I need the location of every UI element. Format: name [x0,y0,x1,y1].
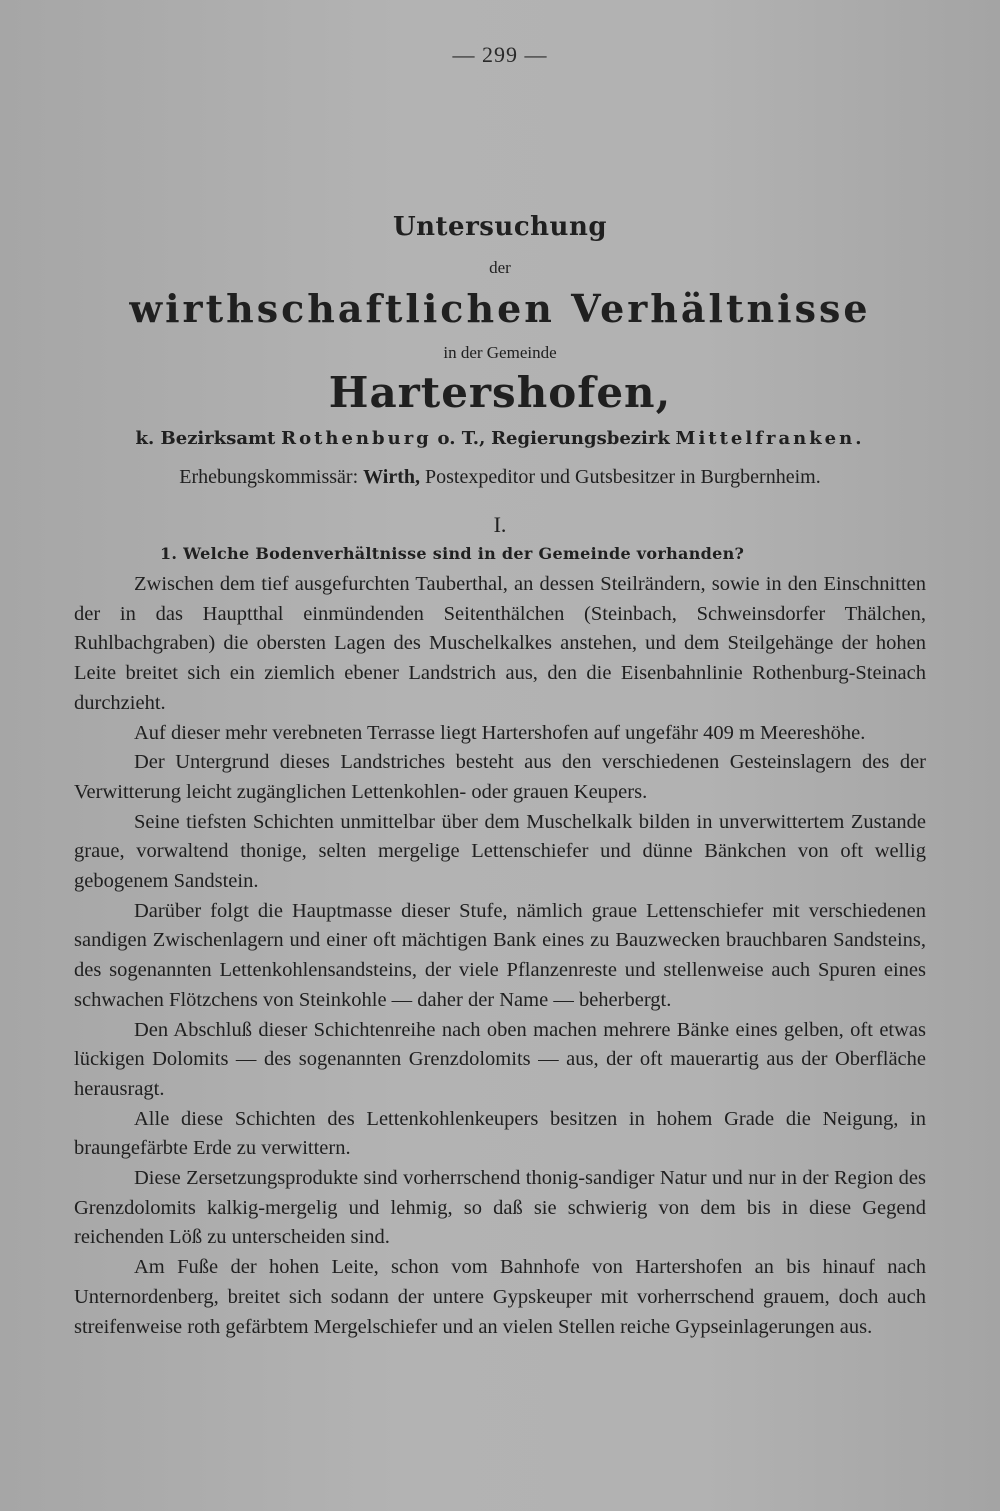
section-numeral: I. [493,512,507,537]
title-in-der-gemeinde: in der Gemeinde [443,343,557,362]
title-der: der [489,258,511,277]
paragraph: Darüber folgt die Hauptmasse dieser Stufe, nämlich graue Lettenschiefer mit verschiedenen sandigen Zwischenlagern und einer oft mächtigen Bank eines zu Bauzwecken brauchbaren Sandsteins, des sogenannten Lettenkohlensandsteins, der viele Pflanzenreste und stellenweise auch Spuren eines schwachen Flötzchens von Steinkohle — daher der Name — beherbergt. [74,899,926,1011]
paragraph: Alle diese Schichten des Lettenkohlenkeupers besitzen in hohem Grade die Neigung, in braungefärbte Erde zu verwittern. [74,1107,926,1160]
paragraph: Diese Zersetzungsprodukte sind vorherrschend thonig-sandiger Natur und nur in der Region des Grenzdolomits kalkig-mergelig und lehmig, so daß sie schwierig von dem bis in diese Gegend reichenden Löß zu unterscheiden sind. [74,1167,926,1249]
question-heading: 1. Welche Bodenverhältnisse sind in der Gemeinde vorhanden? [160,544,745,563]
commissioner-role: Postexpeditor und Gutsbesitzer in Burgbernheim. [425,466,821,488]
commissioner-line [0,466,1000,489]
title-place-name: Hartershofen, [328,368,672,417]
admin-region-label: Regierungsbezirk [491,428,670,449]
paragraph: Auf dieser mehr verebneten Terrasse liegt Hartershofen auf ungefähr 409 m Meereshöhe. [134,721,866,744]
paragraph: Am Fuße der hohen Leite, schon vom Bahnhofe von Hartershofen an bis hinauf nach Unternordenberg, breitet sich sodann der untere Gypskeuper mit vorherrschend grauem, doch auch streifenweise roth gefärbtem Mergelschiefer und an vielen Stellen reiche Gypseinlagerungen aus. [74,1256,926,1338]
admin-line [0,428,1000,449]
title-untersuchung: Untersuchung [392,212,608,242]
paragraph: Seine tiefsten Schichten unmittelbar über dem Muschelkalk bilden in unverwittertem Zustande graue, vorwaltend thonige, selten mergelige Lettenschiefer und dünne Bänkchen von oft wellig gebogenem Sandstein. [74,810,926,893]
paragraph: Der Untergrund dieses Landstriches besteht aus den verschiedenen Gesteinslagern des der Verwitterung leicht zugänglichen Lettenkohlen- oder grauen Keupers. [74,751,926,803]
admin-district: Rothenburg [281,428,432,449]
title-main: wirthschaftlichen Verhältnisse [129,286,871,331]
admin-region: Mittelfranken. [675,428,865,449]
page-number: — 299 — [452,42,548,67]
paragraph: Den Abschluß dieser Schichtenreihe nach oben machen mehrere Bänke eines gelben, oft etwas lückigen Dolomits — des sogenannten Grenzdolomits — aus, der oft mauerartig aus der Oberfläche herausragt. [74,1018,926,1100]
commissioner-label: Erhebungskommissär: [179,466,359,488]
admin-prefix: k. Bezirksamt [135,428,276,449]
paragraph: Zwischen dem tief ausgefurchten Tauberthal, an dessen Steilrändern, sowie in den Einschnitten der in das Hauptthal einmündenden Seitenthälchen (Steinbach, Schweinsdorfer Thälchen, Ruhlbachgraben) die obersten Lagen des Muschelkalkes anstehen, und dem Steilgehänge der hohen Leite breitet sich ein ziemlich ebener Landstrich aus, den die Eisenbahnlinie Rothenburg-Steinach durchzieht. [74,573,926,714]
body-text [74,570,926,1342]
admin-district-suffix: o. T., [437,428,486,449]
commissioner-name: Wirth, [363,466,421,488]
